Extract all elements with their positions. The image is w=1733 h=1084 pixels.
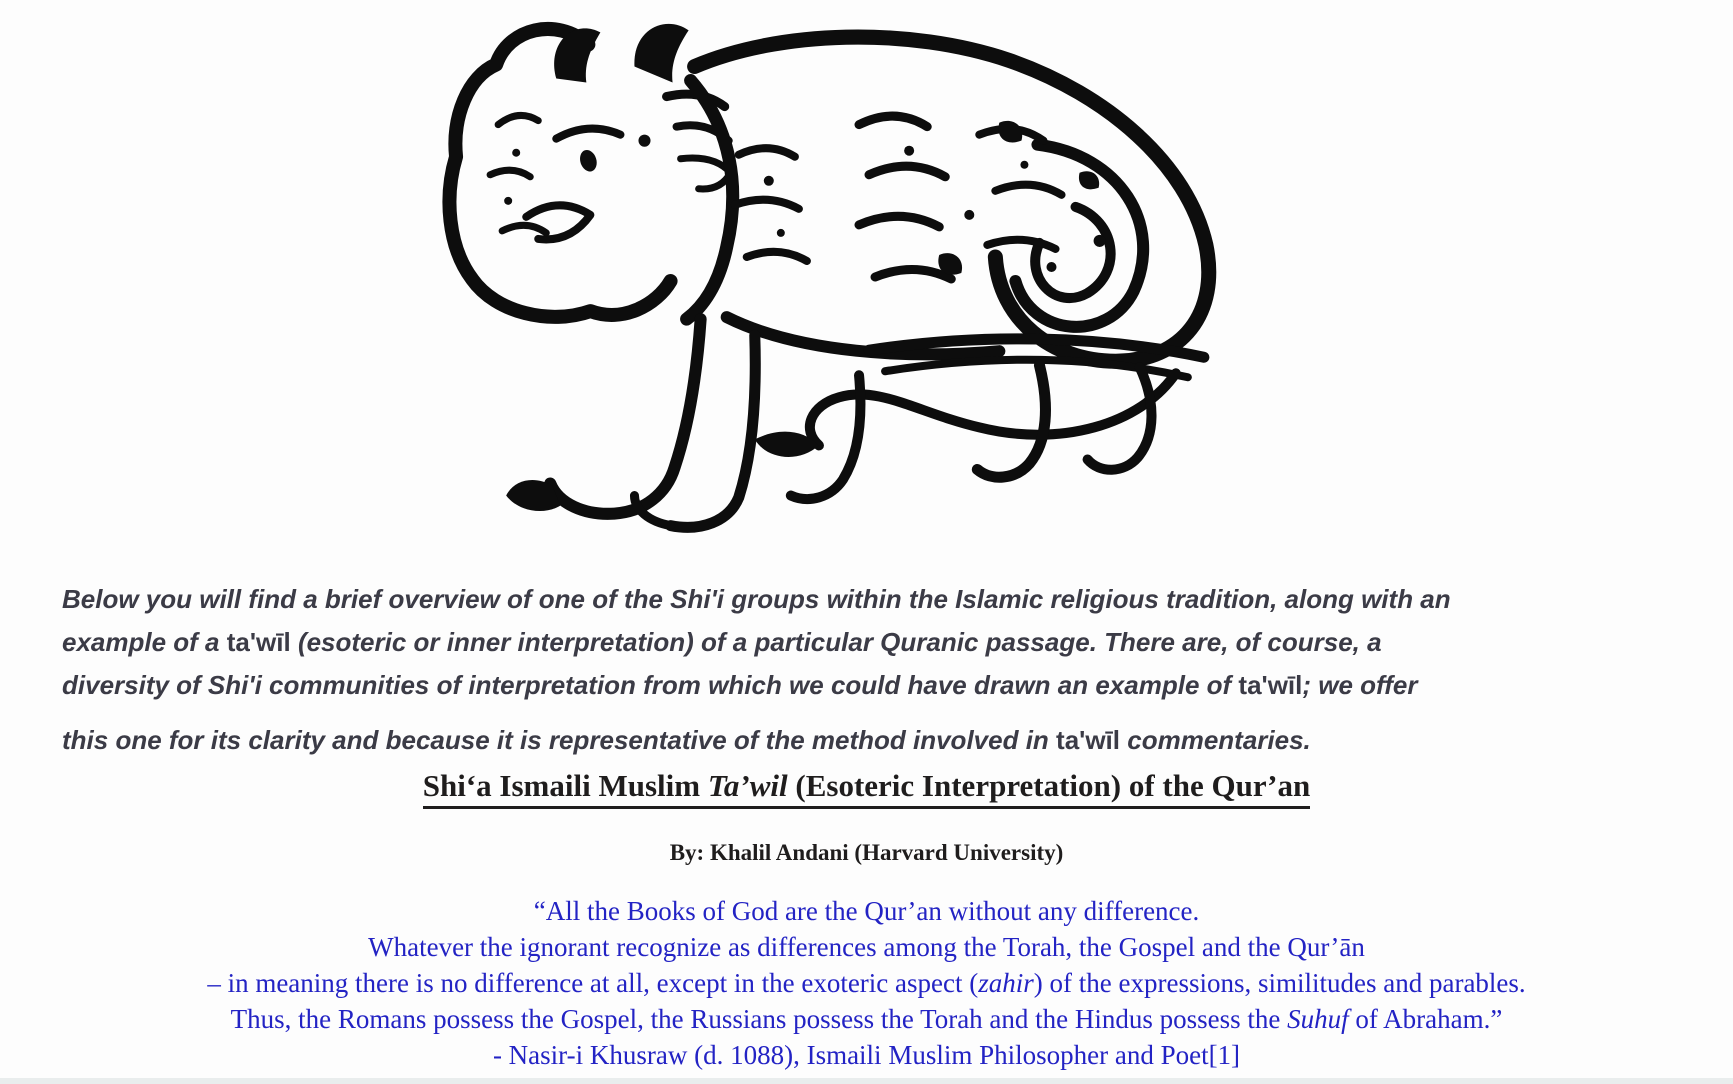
- page-title-text: Shi‘a Ismaili Muslim Ta’wil (Esoteric Interpretation) of the Qur’an: [423, 768, 1311, 809]
- poem-line: Whatever the ignorant recognize as differences among the Torah, the Gospel and the Qur’ān: [368, 932, 1365, 962]
- lion-calligraphy-svg: [438, 4, 1260, 536]
- intro-line: Below you will find a brief overview of one of the Shi'i groups within the Islamic religious tradition, along with an: [62, 584, 1451, 614]
- page-bottom-edge: [0, 1078, 1733, 1084]
- intro-paragraph: [62, 578, 1702, 762]
- lion-calligram-image: [438, 4, 1260, 536]
- byline: By: Khalil Andani (Harvard University): [669, 840, 1064, 865]
- intro-line: diversity of Shi'i communities of interpretation from which we could have drawn an example of ta'wīl; we offer: [62, 670, 1418, 700]
- intro-line: example of a ta'wīl (esoteric or inner interpretation) of a particular Quranic passage. There are, of course, a: [62, 627, 1382, 657]
- quote-poem: [0, 893, 1733, 1073]
- page-title: [0, 768, 1733, 809]
- poem-line: Thus, the Romans possess the Gospel, the Russians possess the Torah and the Hindus possess the Suhuf of Abraham.”: [230, 1004, 1503, 1034]
- poem-attribution: - Nasir-i Khusraw (d. 1088), Ismaili Muslim Philosopher and Poet[1]: [492, 1040, 1241, 1070]
- poem-line: “All the Books of God are the Qur’an without any difference.: [533, 896, 1200, 926]
- intro-line: this one for its clarity and because it is representative of the method involved in ta'wīl commentaries.: [62, 725, 1311, 755]
- poem-line: – in meaning there is no difference at all, except in the exoteric aspect (zahir) of the expressions, similitudes and parables.: [207, 968, 1526, 998]
